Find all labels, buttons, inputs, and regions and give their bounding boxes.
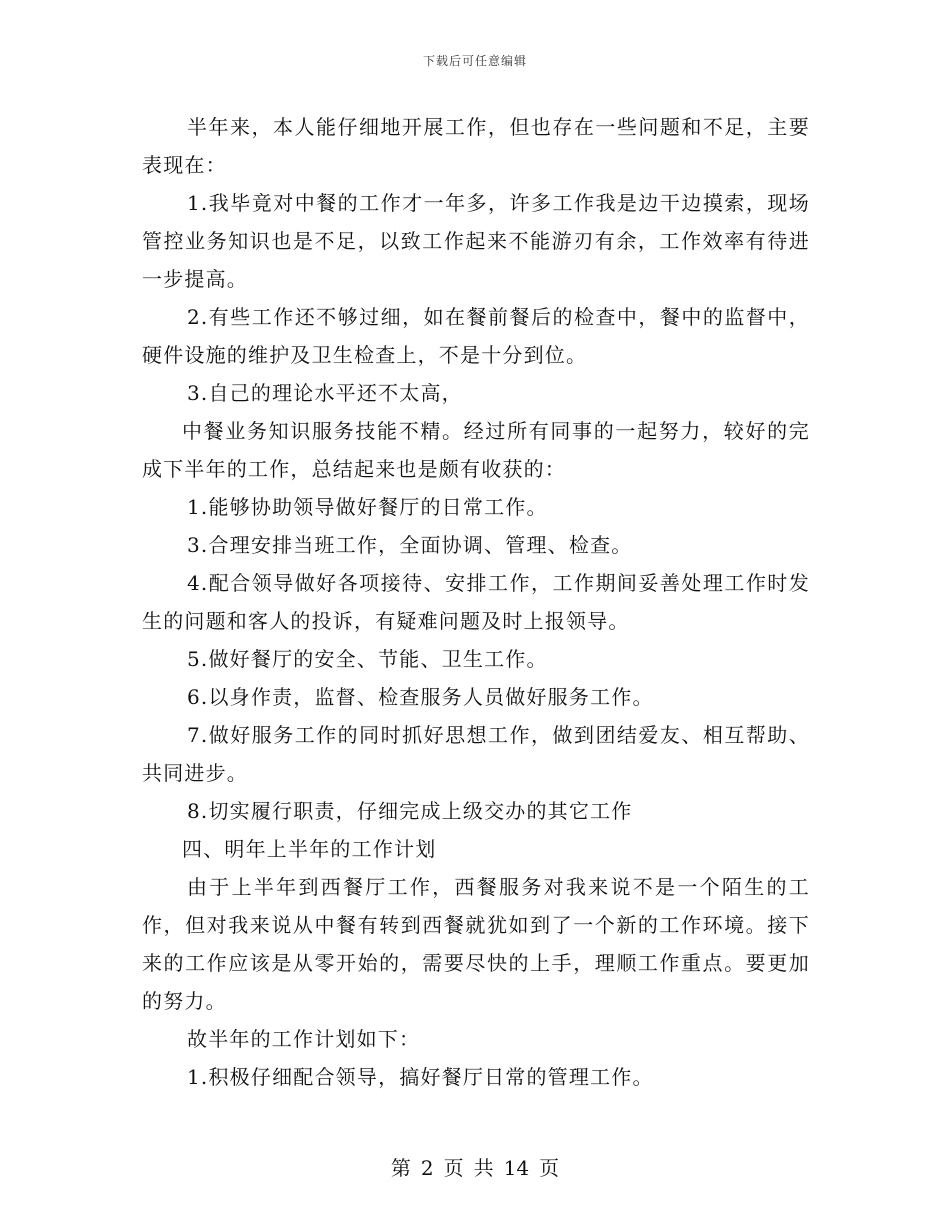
total-label: 共 (473, 1156, 494, 1180)
paragraph: 由于上半年到西餐厅工作，西餐服务对我来说不是一个陌生的工作，但对我来说从中餐有转到西餐就犹如到了一个新的工作环境。接下来的工作应该是从零开始的，需要尽快的上手，理顺工作重点。要更加的努力。 (142, 875, 810, 1013)
paragraph: 3.自己的理论水平还不太高， (187, 381, 463, 405)
page-label-prefix: 第 (390, 1156, 411, 1180)
paragraph: 6.以身作责，监督、检查服务人员做好服务工作。 (187, 685, 654, 709)
paragraph: 1.积极仔细配合领导，搞好餐厅日常的管理工作。 (187, 1065, 654, 1089)
page-footer (0, 1152, 950, 1181)
paragraph: 3.合理安排当班工作，全面协调、管理、检查。 (187, 533, 633, 557)
section-heading: 四、明年上半年的工作计划 (182, 837, 437, 861)
current-page-number: 2 (420, 1156, 434, 1180)
total-pages-number: 14 (503, 1156, 530, 1180)
paragraph: 7.做好服务工作的同时抓好思想工作，做到团结爱友、相互帮助、共同进步。 (142, 723, 810, 785)
paragraph: 4.配合领导做好各项接待、安排工作，工作期间妥善处理工作时发生的问题和客人的投诉，有疑难问题及时上报领导。 (142, 571, 810, 633)
download-note: 下载后可任意编辑 (422, 54, 527, 68)
paragraph: 中餐业务知识服务技能不精。经过所有同事的一起努力，较好的完成下半年的工作，总结起来也是颇有收获的： (142, 419, 810, 481)
paragraph: 故半年的工作计划如下： (187, 1027, 421, 1051)
paragraph: 半年来，本人能仔细地开展工作，但也存在一些问题和不足，主要表现在： (142, 115, 810, 177)
paragraph: 5.做好餐厅的安全、节能、卫生工作。 (187, 647, 548, 671)
document-body (142, 108, 810, 1096)
paragraph: 2.有些工作还不够过细，如在餐前餐后的检查中，餐中的监督中，硬件设施的维护及卫生检查上，不是十分到位。 (142, 305, 810, 367)
paragraph: 1.我毕竟对中餐的工作才一年多，许多工作我是边干边摸索，现场管控业务知识也是不足，以致工作起来不能游刃有余，工作效率有待进一步提高。 (142, 191, 810, 291)
page-label-mid: 页 (443, 1156, 464, 1180)
paragraph: 1.能够协助领导做好餐厅的日常工作。 (187, 495, 548, 519)
page-label-suffix: 页 (539, 1156, 560, 1180)
paragraph: 8.切实履行职责，仔细完成上级交办的其它工作 (187, 799, 633, 823)
